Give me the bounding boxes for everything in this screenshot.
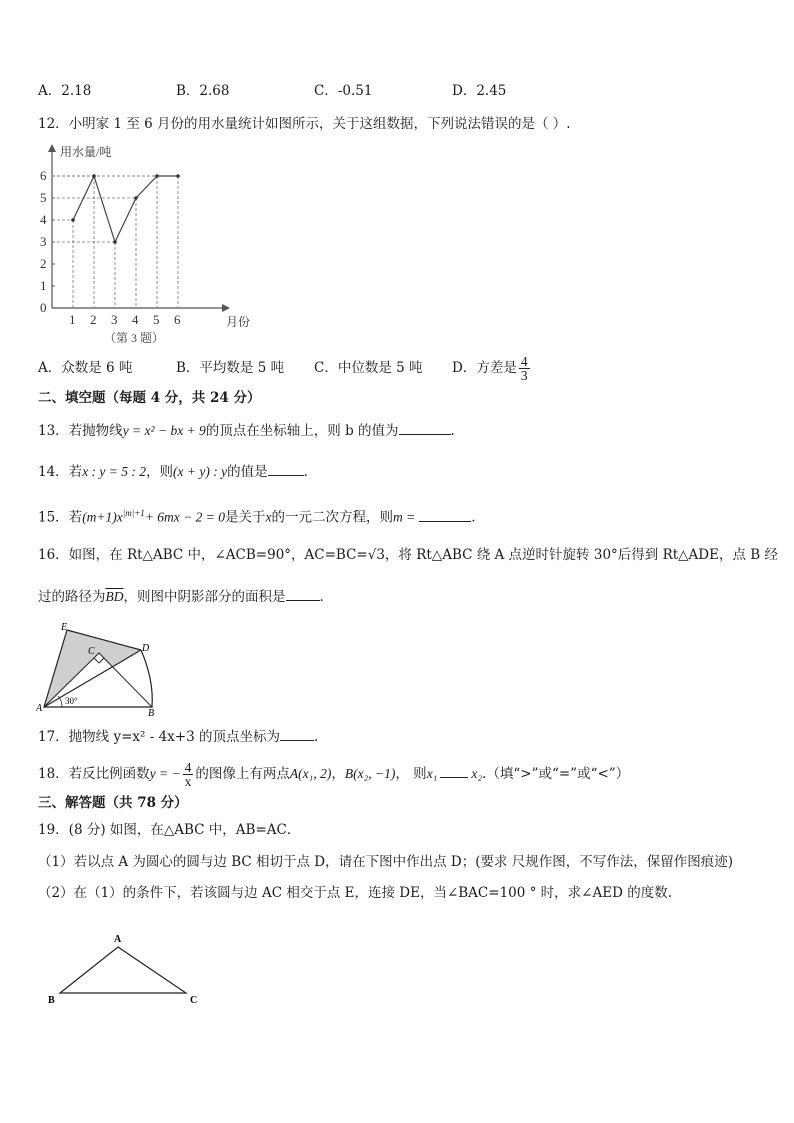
triangle-abc	[60, 947, 186, 993]
q11-option-d: D．2.45	[452, 83, 507, 99]
data-point	[134, 196, 138, 200]
q13	[38, 420, 455, 441]
q14-ratio: x : y = 5 : 2	[82, 464, 147, 479]
data-point	[71, 218, 75, 222]
q17	[38, 726, 318, 747]
q18-function: y = −	[149, 766, 181, 781]
data-point	[176, 174, 180, 178]
water-usage-chart	[30, 138, 270, 348]
q15-rest: + 6mx − 2 = 0	[144, 509, 226, 525]
q12-option-c: C．中位数是 5 吨	[314, 360, 423, 376]
y-axis-arrow	[48, 144, 56, 152]
q19-part-1: （1）若以点 A 为圆心的圆与边 BC 相切于点 D，请在下图中作出点 D；(要求 尺规作图，不写作法，保留作图痕迹)	[38, 854, 734, 870]
q12-text: 12．小明家 1 至 6 月份的用水量统计如图所示，关于这组数据，下列说法错误的是（ ）.	[38, 116, 571, 132]
q14-expr: (x + y) : y	[173, 464, 228, 479]
q16-rotation-figure	[36, 620, 171, 716]
y-tick-label: 5	[40, 190, 47, 205]
q15-base: (m+1)x	[82, 509, 123, 525]
q11-options	[38, 81, 506, 101]
q18-answer-blank[interactable]	[440, 763, 468, 778]
q16-arc-bd: $\overline{BD}$	[105, 589, 124, 604]
q16-line-2	[38, 586, 324, 607]
chart-caption: （第 3 题）	[104, 331, 165, 345]
q13-end: .	[450, 423, 455, 439]
q15-var: x	[265, 509, 272, 525]
label-b: B	[148, 708, 155, 716]
x-tick-label: 5	[153, 312, 160, 327]
q11-option-c: C．-0.51	[314, 83, 373, 99]
q16-end: .	[319, 589, 324, 605]
q12-option-a: A．众数是 6 吨	[38, 360, 133, 376]
label-b: B	[48, 995, 55, 1006]
q19-part-2: （2）在（1）的条件下，若该圆与边 AC 相交于点 E，连接 DE，当∠BAC=100 ° 时，求∠AED 的度数.	[38, 885, 672, 901]
q19-triangle-figure	[40, 930, 210, 1010]
section-2-title: 二、填空题（每题 4 分，共 24 分）	[38, 390, 261, 406]
q14-post: 的值是	[227, 464, 268, 480]
x-axis-label: 月份	[226, 315, 251, 329]
x-tick-label: 4	[132, 312, 139, 327]
q18-point-b: B(x₂, −1)	[344, 766, 396, 781]
y-tick-label: 0	[40, 300, 47, 315]
x-tick-label: 1	[69, 312, 76, 327]
q16-line2-post: ，则图中阴影部分的面积是	[123, 589, 286, 605]
q18-point-a: A(x₁, 2)	[289, 766, 332, 781]
q16-line2-pre: 过的路径为	[38, 589, 106, 605]
q13-formula: y = x² − bx + 9	[122, 423, 206, 438]
q12-option-b: B．平均数是 5 吨	[176, 360, 285, 376]
q18-mid2: ， 则	[395, 766, 427, 782]
q18-pre: 18．若反比例函数	[38, 766, 150, 782]
q14-mid: ，则	[146, 464, 174, 480]
frac-num: 4	[520, 354, 528, 369]
y-tick-label: 6	[40, 168, 47, 183]
label-e: E	[61, 622, 68, 633]
q13-answer-blank[interactable]	[399, 420, 451, 435]
y-tick-label: 2	[40, 256, 47, 271]
series-line	[73, 176, 178, 242]
label-d: D	[142, 643, 150, 654]
q11-option-a: A．2.18	[38, 83, 92, 99]
q12-option-d-fraction	[519, 355, 530, 382]
y-tick-label: 1	[40, 278, 47, 293]
x-tick-label: 2	[90, 312, 97, 327]
q15-end: .	[471, 509, 476, 526]
q15-mid1: 是关于	[225, 509, 266, 526]
q13-pre: 13．若抛物线	[38, 423, 123, 439]
q12-option-d	[452, 355, 532, 382]
q18-x2: x₂	[471, 766, 483, 781]
q18-sep: ，	[331, 766, 345, 782]
x-tick-label: 6	[174, 312, 181, 327]
x-tick-label: 3	[111, 312, 118, 327]
q11-option-b: B．2.68	[176, 83, 230, 99]
y-tick-label: 3	[40, 234, 47, 249]
frac-den: x	[184, 774, 192, 789]
q14-end: .	[303, 464, 308, 480]
q17-text: 17．抛物线 y=x² - 4x+3 的顶点坐标为	[38, 729, 280, 745]
q18-mid: 的图像上有两点	[195, 766, 290, 782]
q14	[38, 461, 308, 482]
q18-post: .（填“>”或“=”或“<”）	[482, 766, 630, 782]
q15	[38, 503, 476, 528]
q18	[38, 760, 629, 788]
q17-answer-blank[interactable]	[280, 726, 314, 741]
q19-head: 19．(8 分) 如图，在△ABC 中，AB=AC．	[38, 822, 301, 838]
q15-pre: 15．若	[38, 509, 83, 526]
x-axis-arrow	[222, 304, 230, 312]
label-a: A	[114, 934, 122, 945]
q18-fraction	[183, 761, 194, 788]
q18-x1: x₁	[426, 766, 438, 781]
q13-post: 的顶点在坐标轴上，则 b 的值为	[205, 423, 399, 439]
label-c: C	[88, 646, 95, 657]
data-point	[113, 240, 117, 244]
label-angle: 30°	[65, 696, 78, 706]
q16-answer-blank[interactable]	[286, 586, 320, 601]
section-3-title: 三、解答题（共 78 分）	[38, 795, 188, 811]
q12-options	[38, 355, 532, 382]
y-axis-label: 用水量/吨	[60, 145, 112, 159]
data-point	[92, 174, 96, 178]
q14-answer-blank[interactable]	[268, 461, 304, 476]
y-tick-label: 4	[40, 212, 47, 227]
q14-pre: 14．若	[38, 464, 83, 480]
frac-num: 4	[184, 760, 192, 775]
q15-answer-blank[interactable]	[419, 507, 471, 522]
q15-mid2: 的一元二次方程，则	[271, 509, 394, 526]
frac-den: 3	[520, 368, 528, 383]
q15-var2: m =	[393, 509, 416, 525]
label-a: A	[36, 703, 43, 714]
label-c: C	[190, 995, 198, 1006]
q15-exponent: |m|+1	[122, 508, 145, 518]
data-point	[155, 174, 159, 178]
q17-end: .	[313, 729, 319, 745]
q16-line-1: 16．如图，在 Rt△ABC 中，∠ACB=90°，AC=BC=√3，将 Rt△ABC 绕 A 点逆时针旋转 30°后得到 Rt△ADE，点 B 经	[38, 547, 778, 563]
q12-option-d-label: D．方差是	[452, 360, 517, 376]
